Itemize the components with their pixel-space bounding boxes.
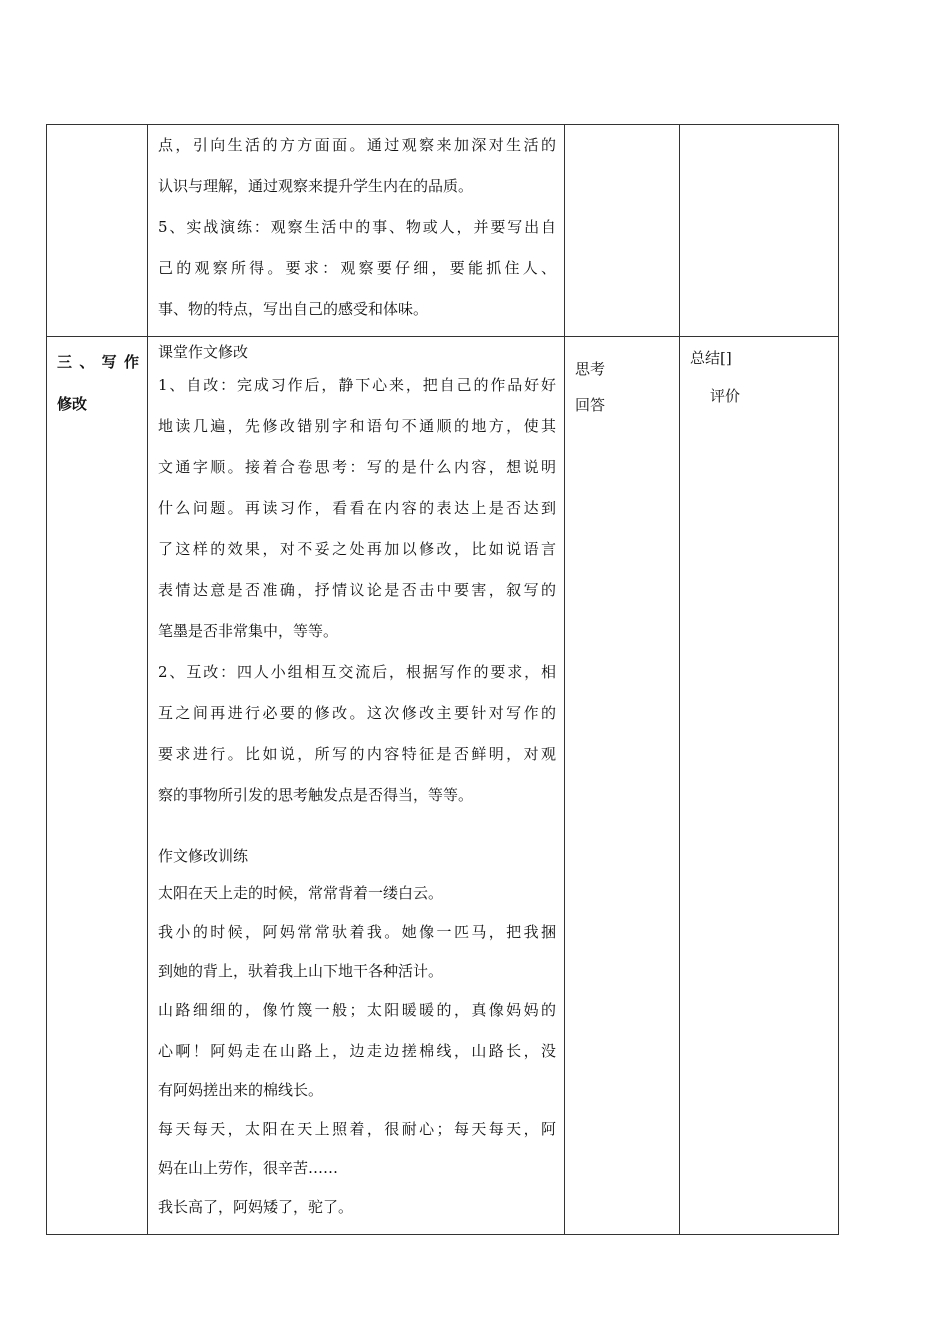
text-line: 点，引向生活的方方面面。通过观察来加深对生活的	[158, 136, 556, 154]
text-line: 察的事物所引发的思考触发点是否得当，等等。	[158, 786, 474, 804]
stage-title-continued: 修改	[57, 395, 88, 413]
training-title: 作文修改训练	[158, 847, 249, 865]
teacher-activity-cell	[680, 337, 839, 1235]
passage-line: 山路细细的，像竹篾一般；太阳暖暖的，真像妈妈的	[158, 1001, 556, 1019]
text-line: 了这样的效果，对不妥之处再加以修改，比如说语言	[158, 540, 556, 558]
text-line: 笔墨是否非常集中，等等。	[158, 622, 339, 640]
stage-title: 三、写作	[57, 353, 139, 371]
content-cell	[148, 337, 565, 1235]
content-cell	[148, 125, 565, 337]
student-activity-cell	[565, 337, 680, 1235]
text-line: 1、自改：完成习作后，静下心来，把自己的作品好好	[158, 376, 556, 394]
student-activity-line: 回答	[575, 396, 606, 414]
text-line: 认识与理解，通过观察来提升学生内在的品质。	[158, 177, 474, 195]
table-row	[47, 125, 839, 337]
student-activity-cell	[565, 125, 680, 337]
teacher-activity-line: 评价	[710, 387, 741, 405]
teacher-activity-line: 总结[]	[690, 349, 732, 367]
passage-line: 有阿妈搓出来的棉线长。	[158, 1081, 324, 1099]
text-line: 事、物的特点，写出自己的感受和体味。	[158, 300, 429, 318]
passage-line: 我长高了，阿妈矮了，驼了。	[158, 1198, 354, 1216]
text-line: 文通字顺。接着合卷思考：写的是什么内容，想说明	[158, 458, 556, 476]
passage-line: 太阳在天上走的时候，常常背着一缕白云。	[158, 884, 444, 902]
text-line: 什么问题。再读习作，看看在内容的表达上是否达到	[158, 499, 556, 517]
text-line: 互之间再进行必要的修改。这次修改主要针对写作的	[158, 704, 556, 722]
table-row	[47, 337, 839, 1235]
text-line: 5、实战演练：观察生活中的事、物或人，并要写出自	[158, 218, 556, 236]
text-line: 地读几遍，先修改错别字和语句不通顺的地方，使其	[158, 417, 556, 435]
text-line: 己的观察所得。要求：观察要仔细，要能抓住人、	[158, 259, 556, 277]
passage-line: 每天每天，太阳在天上照着，很耐心；每天每天，阿	[158, 1120, 556, 1138]
stage-cell	[47, 125, 148, 337]
text-line: 要求进行。比如说，所写的内容特征是否鲜明，对观	[158, 745, 556, 763]
text-line: 2、互改：四人小组相互交流后，根据写作的要求，相	[158, 663, 556, 681]
passage-line: 到她的背上，驮着我上山下地干各种活计。	[158, 962, 444, 980]
lesson-plan-table	[46, 124, 839, 1235]
passage-line: 我小的时候，阿妈常常驮着我。她像一匹马，把我捆	[158, 923, 556, 941]
passage-line: 妈在山上劳作，很辛苦……	[158, 1159, 339, 1177]
text-line: 表情达意是否准确，抒情议论是否击中要害，叙写的	[158, 581, 556, 599]
stage-cell	[47, 337, 148, 1235]
teacher-activity-cell	[680, 125, 839, 337]
passage-line: 心啊！阿妈走在山路上，边走边搓棉线，山路长，没	[158, 1042, 556, 1060]
student-activity-line: 思考	[575, 360, 606, 378]
section-heading: 课堂作文修改	[158, 343, 249, 361]
